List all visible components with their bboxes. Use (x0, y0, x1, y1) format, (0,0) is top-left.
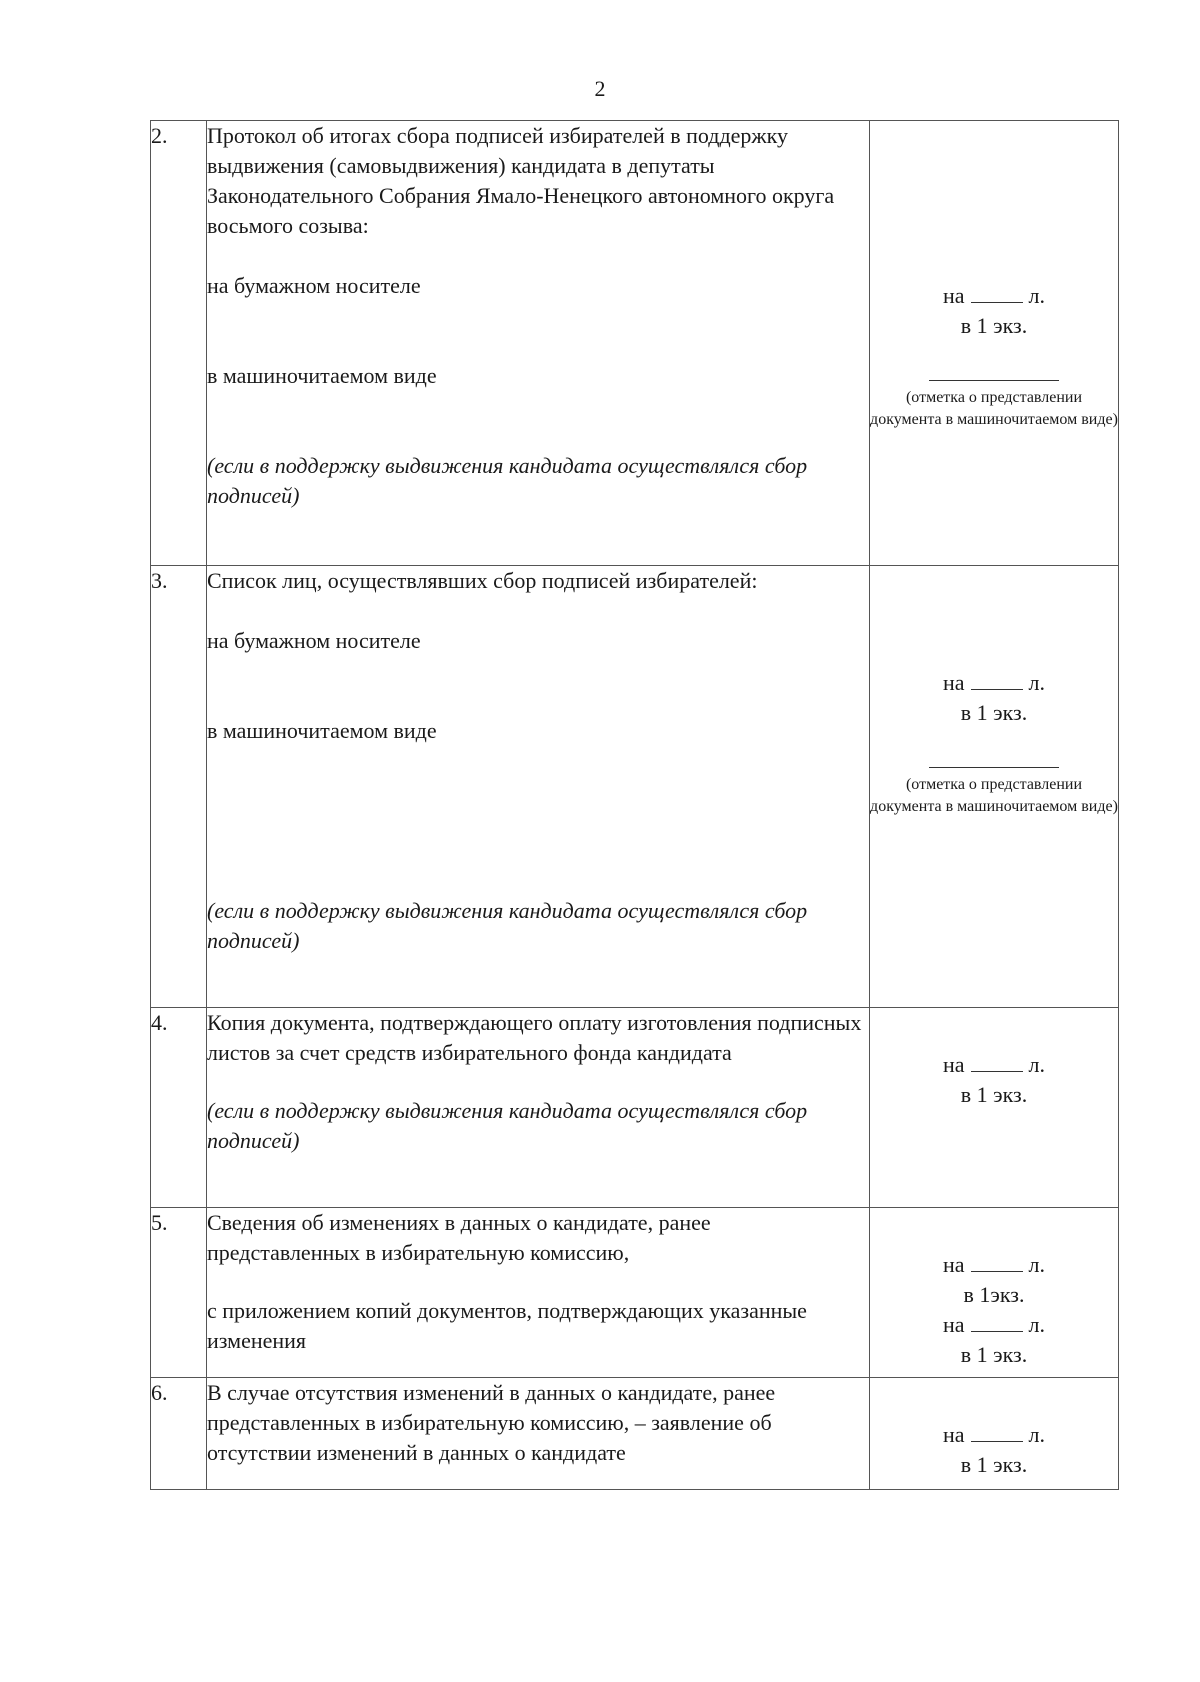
paper-label: на бумажном носителе (207, 273, 421, 298)
attachment-note: с приложением копий документов, подтверждающих указанные изменения (207, 1298, 807, 1353)
row-description (207, 121, 870, 566)
copies-count: в 1 экз. (960, 700, 1028, 725)
condition-note: (если в поддержку выдвижения кандидата осуществлялся сбор подписей) (207, 453, 808, 508)
row-title: В случае отсутствия изменений в данных о кандидате, ранее представленных в избирательную комиссию, – заявление об отсутствии изменений в данных о кандидате (207, 1380, 776, 1465)
attachment-copies-count: в 1 экз. (960, 1342, 1028, 1367)
pages-count: на л. (942, 283, 1046, 308)
table-row (151, 1208, 1119, 1378)
page-number: 2 (594, 76, 606, 101)
row-marks (870, 566, 1119, 1008)
row-marks (870, 1208, 1119, 1378)
pages-blank (971, 282, 1023, 303)
row-description (207, 1208, 870, 1378)
pages-blank (971, 669, 1023, 690)
pages-blank (971, 1311, 1023, 1332)
machine-label: в машиночитаемом виде (207, 363, 437, 388)
copies-count: в 1 экз. (960, 1082, 1028, 1107)
mark-line (929, 766, 1059, 768)
machine-readable-note: (отметка о представлении документа в машиночитаемом виде) (870, 776, 1118, 815)
copies-count: в 1 экз. (960, 313, 1028, 338)
pages-count: на л. (942, 1052, 1046, 1077)
condition-note: (если в поддержку выдвижения кандидата осуществлялся сбор подписей) (207, 1098, 808, 1153)
pages-count: на л. (942, 1422, 1046, 1447)
copies-count: в 1 экз. (960, 1452, 1028, 1477)
row-marks (870, 121, 1119, 566)
mark-line (929, 379, 1059, 381)
pages-blank (971, 1051, 1023, 1072)
row-number: 5. (151, 1208, 207, 1378)
paper-label: на бумажном носителе (207, 628, 421, 653)
table-row (151, 121, 1119, 566)
pages-count: на л. (942, 670, 1046, 695)
machine-label: в машиночитаемом виде (207, 718, 437, 743)
copies-count: в 1экз. (963, 1282, 1025, 1307)
row-number: 3. (151, 566, 207, 1008)
table-row (151, 1378, 1119, 1490)
machine-readable-note: (отметка о представлении документа в машиночитаемом виде) (870, 389, 1118, 428)
row-number: 4. (151, 1008, 207, 1208)
table-row (151, 1008, 1119, 1208)
row-marks (870, 1378, 1119, 1490)
condition-note: (если в поддержку выдвижения кандидата осуществлялся сбор подписей) (207, 898, 808, 953)
documents-table (150, 120, 1119, 1490)
attachment-pages-count: на л. (942, 1312, 1046, 1337)
row-number: 6. (151, 1378, 207, 1490)
row-title: Сведения об изменениях в данных о кандидате, ранее представленных в избирательную комиссию, (207, 1210, 711, 1265)
row-description (207, 566, 870, 1008)
row-description (207, 1378, 870, 1490)
pages-blank (971, 1421, 1023, 1442)
pages-blank (971, 1251, 1023, 1272)
table-row (151, 566, 1119, 1008)
row-marks (870, 1008, 1119, 1208)
row-title: Список лиц, осуществлявших сбор подписей избирателей: (207, 568, 758, 593)
row-number: 2. (151, 121, 207, 566)
row-title: Копия документа, подтверждающего оплату изготовления подписных листов за счет средств избирательного фонда кандидата (207, 1010, 862, 1065)
row-title: Протокол об итогах сбора подписей избирателей в поддержку выдвижения (самовыдвижения) кандидата в депутаты Законодательного Собрания Ямало-Ненецкого автономного округа восьмого созыва: (207, 123, 835, 238)
row-description (207, 1008, 870, 1208)
pages-count: на л. (942, 1252, 1046, 1277)
